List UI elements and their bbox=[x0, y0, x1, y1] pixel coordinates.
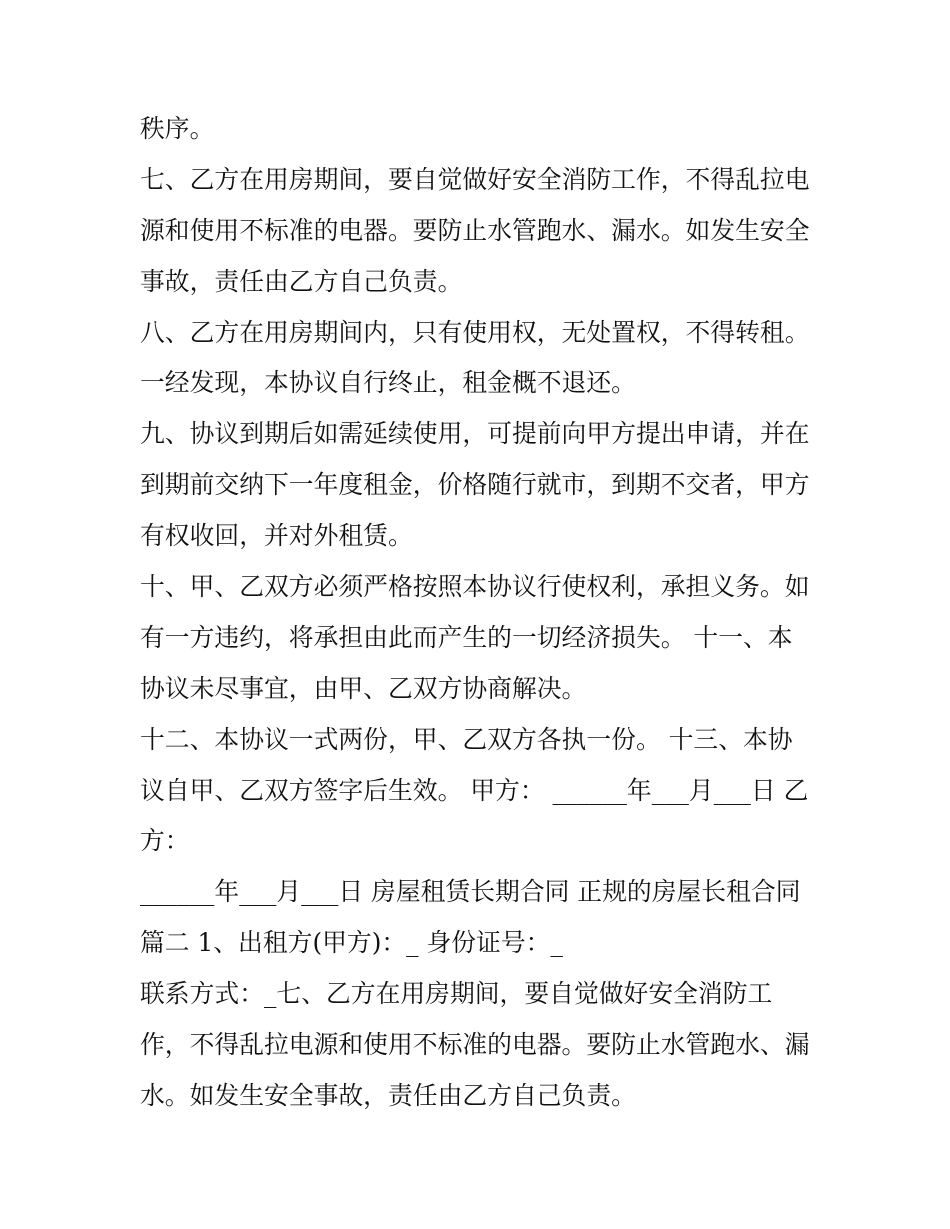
text-line: 十、甲、乙双方必须严格按照本协议行使权利，承担义务。如 bbox=[140, 572, 810, 602]
text-line: 秩序。 bbox=[140, 114, 215, 143]
text-line: 有一方违约，将承担由此而产生的一切经济损失。 十一、本 bbox=[140, 622, 793, 652]
document-page bbox=[140, 104, 830, 1122]
text-line: 九、协议到期后如需延续使用，可提前向甲方提出申请，并在 bbox=[140, 419, 810, 449]
text-line: 七、乙方在用房期间，要自觉做好安全消防工作，不得乱拉电 bbox=[140, 164, 810, 194]
text-line: 篇二 1、出租方(甲方)：_ 身份证号：_ bbox=[140, 928, 563, 958]
text-line: ______年___月___日 房屋租赁长期合同 正规的房屋长租合同 bbox=[140, 877, 801, 907]
text-line: 十二、本协议一式两份，甲、乙双方各执一份。 十三、本协 bbox=[140, 724, 793, 754]
text-line: 协议未尽事宜，由甲、乙双方协商解决。 bbox=[140, 673, 587, 703]
text-line: 联系方式：_七、乙方在用房期间，要自觉做好安全消防工 bbox=[140, 979, 773, 1009]
text-line: 有权收回，并对外租赁。 bbox=[140, 521, 413, 551]
text-line: 到期前交纳下一年度租金，价格随行就市，到期不交者，甲方 bbox=[140, 470, 810, 500]
text-line: 水。如发生安全事故，责任由乙方自己负责。 bbox=[140, 1080, 636, 1110]
text-line: 方： bbox=[140, 826, 190, 856]
text-line: 事故，责任由乙方自己负责。 bbox=[140, 266, 463, 296]
text-line: 一经发现，本协议自行终止，租金概不退还。 bbox=[140, 368, 636, 398]
text-line: 议自甲、乙双方签字后生效。 甲方： ______年___月___日 乙 bbox=[140, 775, 809, 805]
text-line: 八、乙方在用房期间内，只有使用权，无处置权，不得转租。 bbox=[140, 317, 810, 347]
text-line: 源和使用不标准的电器。要防止水管跑水、漏水。如发生安全 bbox=[140, 215, 810, 245]
text-line: 作，不得乱拉电源和使用不标准的电器。要防止水管跑水、漏 bbox=[140, 1030, 810, 1060]
